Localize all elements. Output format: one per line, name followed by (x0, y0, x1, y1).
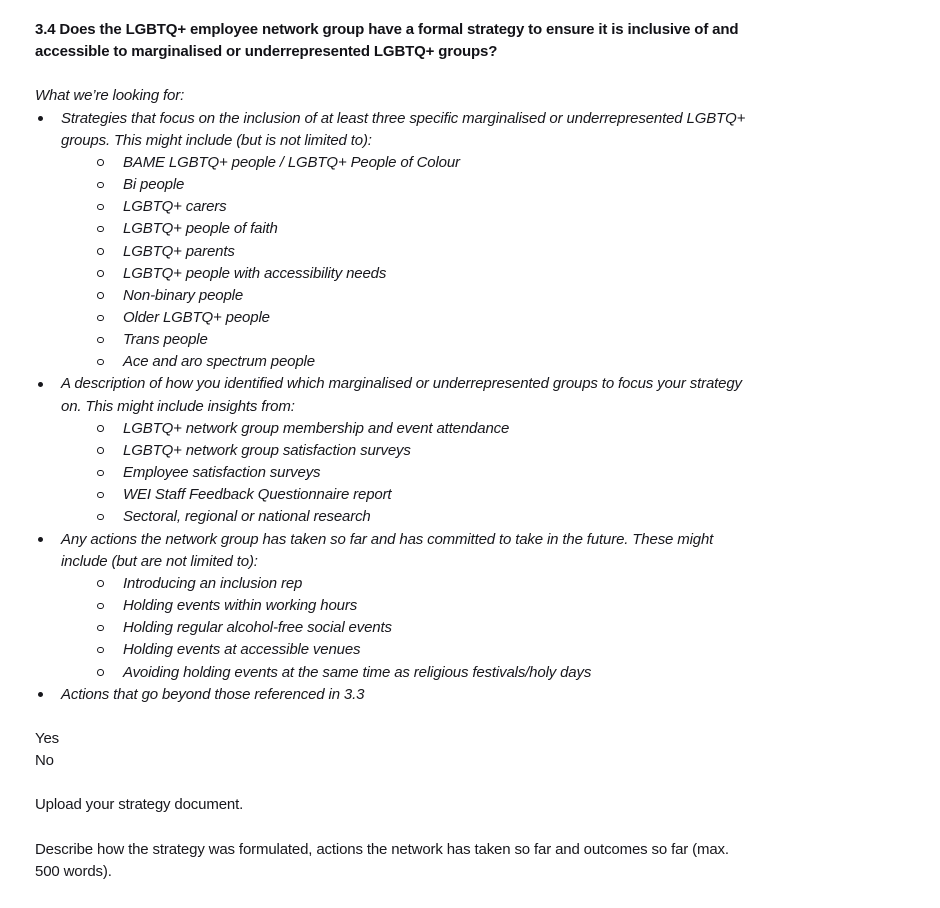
criteria-sub-bullet (35, 595, 904, 617)
describe-instruction (35, 839, 904, 883)
criteria-bullet (35, 684, 904, 706)
question-heading-line-2: accessible to marginalised or underrepresented LGBTQ+ groups? (35, 43, 498, 61)
option-yes: Yes (35, 729, 60, 747)
criteria-bullet-text: A description of how you identified which marginalised or underrepresented groups to focus your strategy on. This might include insights from: (61, 375, 742, 415)
upload-instruction: Upload your strategy document. (35, 796, 244, 814)
circle-bullet-icon (94, 440, 123, 454)
criteria-sub-bullet-text: LGBTQ+ network group membership and event attendance (123, 419, 510, 437)
bullet-icon (35, 108, 61, 122)
criteria-sub-bullet-text: Holding events within working hours (123, 597, 358, 615)
circle-bullet-icon (94, 351, 123, 365)
bullet-icon (35, 373, 61, 387)
describe-instruction-line-1: Describe how the strategy was formulated, actions the network has taken so far and outcomes so far (max. (35, 840, 729, 858)
circle-bullet-icon (94, 263, 123, 277)
criteria-sub-bullet-text: Older LGBTQ+ people (123, 309, 270, 327)
option-no: No (35, 752, 54, 770)
circle-bullet-icon (94, 418, 123, 432)
criteria-sub-bullet (35, 263, 904, 285)
criteria-bullet (35, 529, 904, 573)
criteria-sub-bullet (35, 174, 904, 196)
bullet-icon (35, 529, 61, 543)
circle-bullet-icon (94, 285, 123, 299)
criteria-sub-bullet-text: Introducing an inclusion rep (123, 574, 303, 592)
criteria-bullet (35, 373, 904, 417)
criteria-sub-bullet (35, 506, 904, 528)
criteria-sub-bullet-text: Avoiding holding events at the same time as religious festivals/holy days (123, 663, 592, 681)
circle-bullet-icon (94, 152, 123, 166)
bullet-icon (35, 684, 61, 698)
circle-bullet-icon (94, 196, 123, 210)
criteria-sub-bullet-text: WEI Staff Feedback Questionnaire report (123, 486, 392, 504)
criteria-sub-bullet-text: LGBTQ+ network group satisfaction surveys (123, 441, 411, 459)
circle-bullet-icon (94, 462, 123, 476)
criteria-sub-bullet-text: Ace and aro spectrum people (123, 353, 315, 371)
criteria-sub-bullet (35, 307, 904, 329)
blank-line (35, 63, 904, 85)
criteria-sub-bullet-text: Employee satisfaction surveys (123, 464, 321, 482)
criteria-bullet-text: Strategies that focus on the inclusion of at least three specific marginalised or underrepresented LGBTQ+ groups. This might include (but is not limited to): (61, 109, 746, 149)
criteria-sub-bullet (35, 329, 904, 351)
criteria-sub-bullet-text: Bi people (123, 176, 185, 194)
criteria-sub-bullet (35, 484, 904, 506)
criteria-sub-bullet (35, 218, 904, 240)
circle-bullet-icon (94, 506, 123, 520)
question-heading-line-1: 3.4 Does the LGBTQ+ employee network group have a formal strategy to ensure it is inclusive of and (35, 21, 739, 38)
criteria-sub-bullet (35, 440, 904, 462)
circle-bullet-icon (94, 573, 123, 587)
circle-bullet-icon (94, 307, 123, 321)
circle-bullet-icon (94, 329, 123, 343)
blank-line (35, 772, 904, 794)
criteria-list (35, 108, 904, 706)
circle-bullet-icon (94, 484, 123, 498)
describe-instruction-line-2: 500 words). (35, 862, 112, 880)
criteria-sub-bullet (35, 196, 904, 218)
question-heading (35, 19, 904, 63)
circle-bullet-icon (94, 617, 123, 631)
criteria-sub-bullet-text: Trans people (123, 331, 208, 349)
circle-bullet-icon (94, 174, 123, 188)
circle-bullet-icon (94, 595, 123, 609)
criteria-sub-bullet (35, 462, 904, 484)
criteria-sub-bullet (35, 241, 904, 263)
criteria-sub-bullet (35, 662, 904, 684)
criteria-bullet-text: Any actions the network group has taken so far and has committed to take in the future. These might include (but are not limited to): (61, 530, 714, 570)
criteria-bullet-text: Actions that go beyond those referenced in 3.3 (61, 685, 365, 703)
criteria-sub-bullet (35, 152, 904, 174)
criteria-sub-bullet (35, 639, 904, 661)
looking-for-label: What we’re looking for: (35, 87, 185, 105)
circle-bullet-icon (94, 639, 123, 653)
criteria-sub-bullet-text: LGBTQ+ parents (123, 242, 235, 260)
circle-bullet-icon (94, 218, 123, 232)
blank-line (35, 706, 904, 728)
criteria-sub-bullet (35, 617, 904, 639)
criteria-sub-bullet-text: Holding regular alcohol-free social events (123, 619, 392, 637)
criteria-sub-bullet-text: Holding events at accessible venues (123, 641, 361, 659)
criteria-bullet (35, 108, 904, 152)
criteria-sub-bullet-text: LGBTQ+ people with accessibility needs (123, 264, 387, 282)
circle-bullet-icon (94, 662, 123, 676)
criteria-sub-bullet (35, 418, 904, 440)
criteria-sub-bullet-text: Non-binary people (123, 286, 244, 304)
criteria-sub-bullet-text: BAME LGBTQ+ people / LGBTQ+ People of Colour (123, 153, 460, 171)
criteria-sub-bullet (35, 285, 904, 307)
criteria-sub-bullet-text: Sectoral, regional or national research (123, 508, 371, 526)
criteria-sub-bullet-text: LGBTQ+ carers (123, 198, 227, 216)
criteria-sub-bullet (35, 351, 904, 373)
criteria-sub-bullet (35, 573, 904, 595)
blank-line (35, 817, 904, 839)
circle-bullet-icon (94, 241, 123, 255)
criteria-sub-bullet-text: LGBTQ+ people of faith (123, 220, 278, 238)
